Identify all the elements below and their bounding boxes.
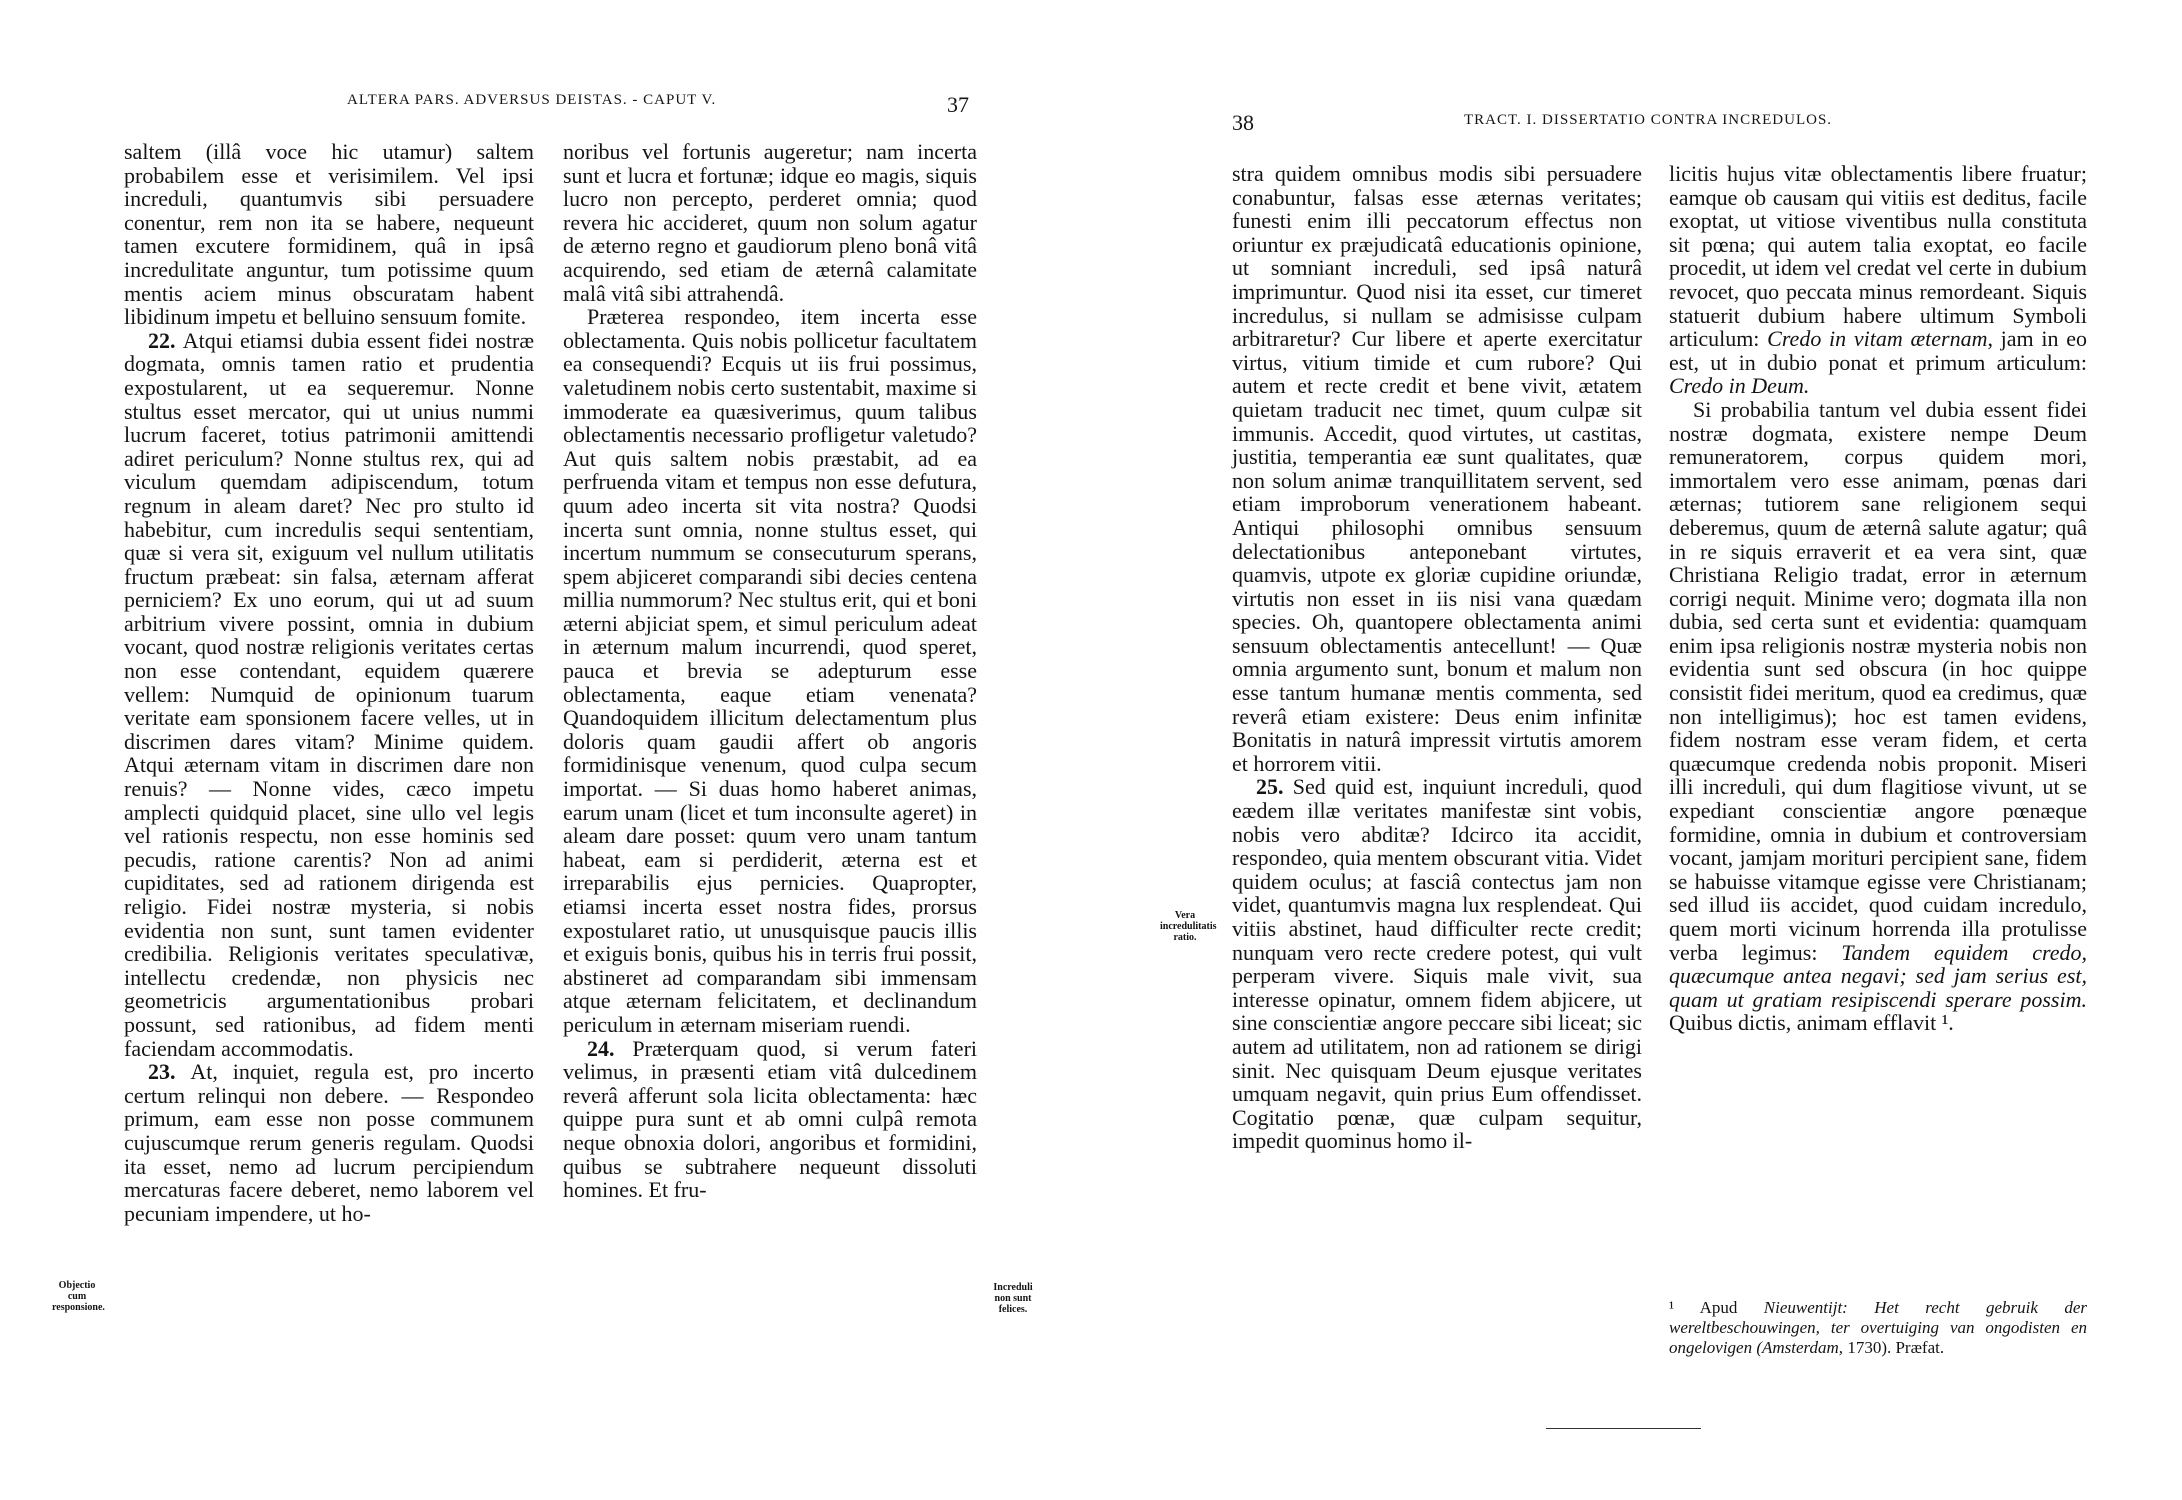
- paragraph: [1232, 162, 1642, 775]
- right-page: [1091, 0, 2182, 1500]
- paragraph: [1669, 398, 2087, 1035]
- paragraph-number: 22.: [148, 327, 183, 353]
- margin-note: Objectio cum responsione.: [52, 1280, 105, 1313]
- paragraph-text: stra quidem omnibus modis sibi persuadere conabuntur, falsas esse æternas veritates; funesti enim illi peccatorum effectus non oriuntur ex præjudicatâ educationis opinione, ut somniant increduli, sed ipsâ naturâ imprimuntur. Quod nisi ita esset, cur timeret incredulus, si nullam se admisisse culpam arbitraretur? Cur libere et aperte exercitatur virtus, vitium timide et cum rubore? Qui autem et recte credit et bene vivit, ætatem quietam traducit nec timet, quum culpæ sit immunis. Accedit, quod virtutes, ut castitas, justitia, temperantia eæ sunt qualitates, quæ non solum animæ tranquillitatem servent, sed etiam improborum venerationem habeant. Antiqui philosophi omnibus sensuum delectationibus anteponebant virtutes, quamvis, utpote ex gloriæ cupidine oriundæ, virtutis non esset in iis nisi vana quædam species. Oh, quantopere oblectamenta animi sensuum oblectamentis antecellunt! — Quæ omnia argumento sunt, bonum et malum non esse tantum humanæ mentis commenta, sed reverâ etiam existere: Deus enim infinitæ Bonitatis in naturâ impressit virtutis amorem et horrorem vitii.: [1232, 161, 1642, 776]
- paragraph: [1232, 775, 1642, 1153]
- margin-note: Vera incredulitatis ratio.: [1160, 910, 1217, 943]
- paragraph-text: Si probabilia tantum vel dubia essent fidei nostræ dogmata, existere nempe Deum remuneratorem, corpus quidem mori, immortalem vero esse animam, pœnas dari æternas; tutiorem sane religionem sequi deberemus, quum de æternâ salute agatur; quâ in re siquis erraverit et ea vera sint, quæ Christiana Religio tradat, error in æternum corrigi nequit. Minime vero; dogmata illa non dubia, sed certa sunt et evidentia: quamquam enim ipsa religionis nostræ mysteria nobis non evidentia sunt sed obscura (in hoc quippe consistit fidei meritum, quod ea credimus, quæ non intelligimus); hoc est tamen evidens, fidem nostram esse veram fidem, et certa quæcumque credenda nobis proponit. Miseri illi increduli, qui dum flagitiose vivunt, ut se expediant conscientiæ angore pœnæque formidine, omnia in dubium et controversiam vocant, jamjam morituri percipient sane, fidem se habuisse vitamque egisse vere Christianam; sed illud iis accidet, quod cuidam incredulo, quem morti vicinum horrenda illa protulisse verba legimus: Tandem equidem credo, quæcumque antea negavi; sed jam serius est, quam ut gratiam resipiscendi sperare possim. Quibus dictis, animam efflavit ¹.: [1669, 396, 2087, 1036]
- paragraph: [563, 140, 977, 305]
- text-column-right: [1669, 162, 2087, 1035]
- paragraph: [563, 1037, 977, 1202]
- paragraph-text: Atqui etiamsi dubia essent fidei nostræ dogmata, omnis tamen ratio et prudentia expostularent, ut ea sequeremur. Nonne stultus esset mercator, qui ut unius nummi lucrum faceret, totius patrimonii amittendi adiret periculum? Nonne stultus rex, qui ad viculum quemdam adipiscendum, totum regnum in aleam daret? Nec pro stulto id habebitur, cum incredulis sequi sententiam, quæ si vera sit, exiguum vel nullum utilitatis fructum præbeat: sin falsa, æternam afferat perniciem? Ex uno eorum, qui ut ad suum arbitrium vivere possint, omnia in dubium vocant, quod nostræ religionis veritates certas non esse contendant, equidem quærere vellem: Numquid de opinionum tuarum veritate eam sponsionem facere velles, ut in discrimen dares vitam? Minime quidem. Atqui æternam vitam in discrimen dare non renuis? — Nonne vides, cæco impetu amplecti quidquid placet, sine ullo vel legis vel rationis respectu, non esse hominis sed pecudis, ratione carentis? Non ad animi cupiditates, sed ad rationem dirigenda est religio. Fidei nostræ mysteria, si nobis evidentia non sunt, sunt tamen evidenter credibilia. Religionis veritates speculativæ, intellectu credendæ, non physicis nec geometricis argumentationibus probari possunt, sed rationibus, ad fidem menti faciendam accommodatis.: [124, 327, 534, 1061]
- paragraph-text: At, inquiet, regula est, pro incerto certum relinqui non debere. — Respondeo primum, eam esse non posse communem cujuscumque rerum generis regulam. Quodsi ita esset, nemo ad lucrum percipiendum mercaturas facere deberet, nemo laborem vel pecuniam impendere, ut ho-: [124, 1059, 535, 1226]
- paragraph-text: Præterea respondeo, item incerta esse oblectamenta. Quis nobis pollicetur facultatem ea consequendi? Ecquis ut iis frui possimus, valetudinem nobis certo sustentabit, maxime si immoderate ea quæsiverimus, quum talibus oblectamentis necessario profligetur valetudo? Aut quis saltem nobis præstabit, ad ea perfruenda vitam et tempus non esse defutura, quum adeo incerta sit vita nostra? Quodsi incerta sunt omnia, nonne stultus esset, qui incertum nummum se consecuturum sperans, spem abjiceret comparandi sibi decies centena millia nummorum? Nec stultus erit, qui et boni æterni abjiciat spem, et simul periculum adeat in æternum malum incurrendi, quod speret, pauca et brevia se adepturum esse oblectamenta, eaque etiam venenata? Quandoquidem illicitum delectamentum plus doloris quam gaudii affert ob angoris formidinisque venenum, quod culpa secum importat. — Si duas homo haberet animas, earum unam (licet et tum inconsulte ageret) in aleam dare posset: quum vero unam tantum habeat, eam si perdiderit, æterna est et irreparabilis ejus pernicies. Quapropter, etiamsi incerta esset nostra fides, prorsus expostularet ratio, ut unusquisque paucis illis et exiguis bonis, quibus his in terris frui possit, abstineret ad comparandam sibi immensam atque æternam felicitatem, et declinandum periculum in æternam miseriam ruendi.: [563, 304, 977, 1037]
- paragraph-text: licitis hujus vitæ oblectamentis libere fruatur; eamque ob causam qui vitiis est deditus, facile exoptat, ut vitiose viventibus nulla constituta sit pœna; qui autem talia exoptat, eo facile procedit, ut idem vel credat vel certe in dubium revocet, quo peccata minus remordeant. Siquis statuerit dubium habere ultimum Symboli articulum: Credo in vitam æternam, jam in eo est, ut in dubio ponat et primum articulum: Credo in Deum.: [1669, 161, 2087, 399]
- paragraph-text: noribus vel fortunis augeretur; nam incerta sunt et lucra et fortunæ; idque eo magis, siquis lucro non percepto, perderet omnia; quod revera hic accideret, quum non solum agatur de æterno regno et gaudiorum pleno bonâ vitâ acquirendo, sed etiam de æternâ calamitate malâ vitâ sibi attrahendâ.: [563, 139, 977, 306]
- text-column-right: [563, 140, 977, 1202]
- running-head: TRACT. I. DISSERTATIO CONTRA INCREDULOS.: [1464, 112, 1833, 128]
- paragraph-number: 24.: [587, 1035, 633, 1061]
- paragraph-number: 23.: [148, 1059, 191, 1085]
- paragraph: [124, 140, 534, 329]
- paragraph-text: Sed quid est, inquiunt increduli, quod eædem illæ veritates manifestæ sint vobis, nobis vero abditæ? Idcirco ita accidit, respondeo, quia mentem obscurant vitia. Videt quidem oculus; at fasciâ contectus jam non videt, quantumvis magna lux resplendeat. Qui vitiis abstinet, haud difficulter recte credit; nunquam vero recte credere potest, qui vult perperam vivere. Siquis male vivit, sua interesse opinatur, omnem fidem abjicere, ut sine conscientiæ angore peccare sibi liceat; sic autem ad utilitatem, non ad rationem se dirigi sinit. Nec quisquam Deum ejusque veritates umquam negavit, quin prius Eum offendisset. Cogitatio pœnæ, quæ culpam sequitur, impedit quominus homo il-: [1232, 774, 1642, 1154]
- paragraph: [1669, 162, 2087, 398]
- paragraph: [124, 329, 534, 1060]
- margin-note-right: Increduli non sunt felices.: [993, 1282, 1033, 1315]
- running-head: ALTERA PARS. ADVERSUS DEISTAS. - CAPUT V.: [347, 92, 717, 108]
- paragraph-text: saltem (illâ voce hic utamur) saltem probabilem esse et verisimilem. Vel ipsi increduli, quantumvis sibi persuadere conentur, rem non ita se habere, nequeunt tamen excutere formidinem, quâ in ipsâ incredulitate anguntur, tum potissime quum mentis aciem minus obscuratam habent libidinum impetu et belluino sensuum fomite.: [124, 139, 534, 330]
- text-column-left: [124, 140, 534, 1225]
- page-number: 37: [947, 92, 969, 117]
- paragraph: [563, 305, 977, 1036]
- paragraph-text: Præterquam quod, si verum fateri velimus, in præsenti etiam vitâ dulcedinem reverâ afferunt sola licita oblectamenta: hæc quippe pura sunt et ab omni culpâ remota neque obnoxia dolori, angoribus et formidini, quibus se subtrahere nequeunt dissoluti homines. Et fru-: [563, 1035, 978, 1203]
- paragraph: [124, 1060, 534, 1225]
- page-number: 38: [1232, 110, 1254, 135]
- text-column-left: [1232, 162, 1642, 1153]
- bottom-rule: [1546, 1428, 1701, 1429]
- paragraph-number: 25.: [1256, 774, 1293, 800]
- footnote: ¹ Apud Nieuwentijt: Het recht gebruik der wereltbeschouwingen, ter overtuiging van ongodisten en ongelovigen (Amsterdam, 1730). Præfat.: [1669, 1298, 2087, 1357]
